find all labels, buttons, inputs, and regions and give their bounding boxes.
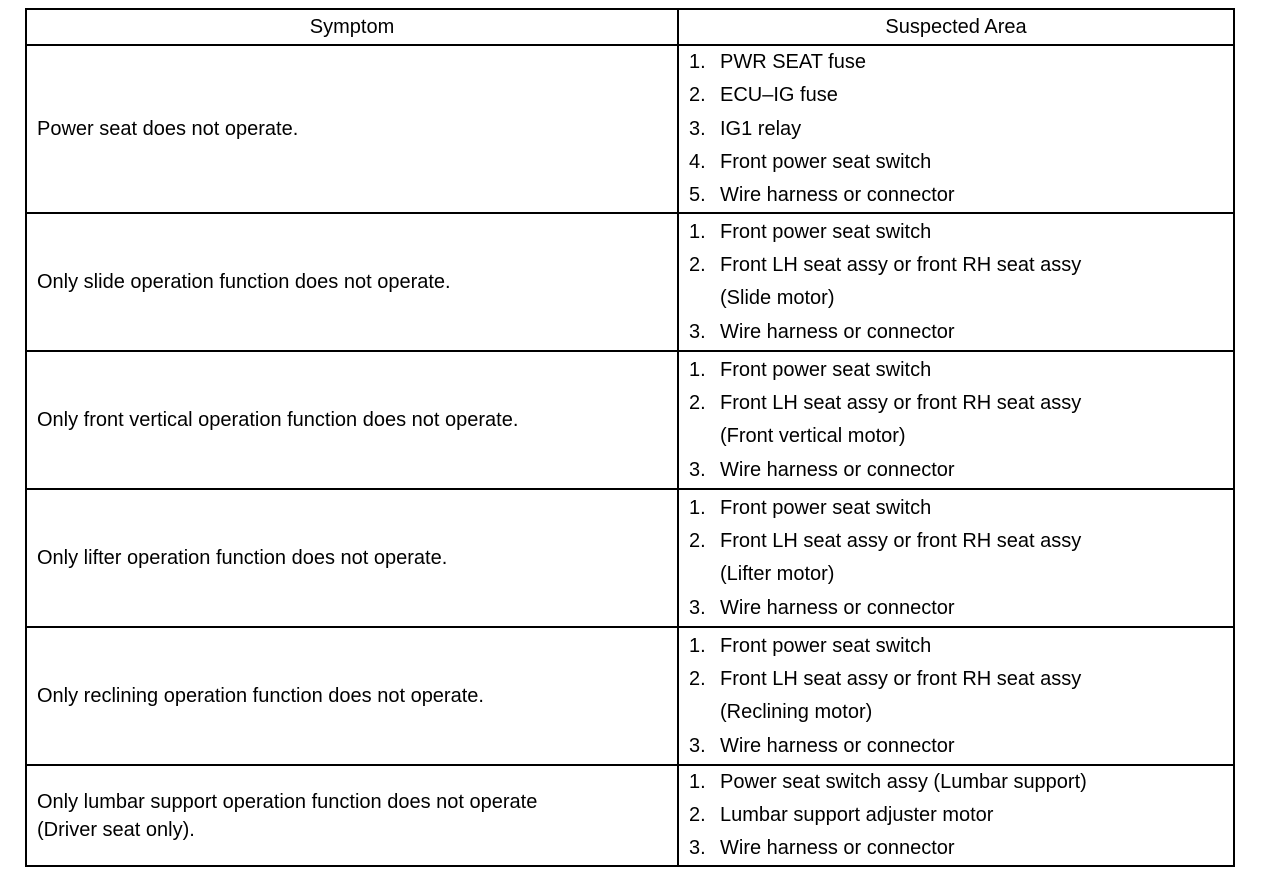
symptom-cell xyxy=(26,45,678,213)
symptom-cell xyxy=(26,351,678,489)
list-item xyxy=(689,663,1233,730)
item-text: Power seat switch assy (Lumbar support) xyxy=(720,771,1087,794)
item-number: 3. xyxy=(689,734,706,757)
symptom-text: Only reclining operation function does not operate. xyxy=(37,685,484,708)
suspected-area-cell xyxy=(678,627,1234,765)
suspected-area-cell xyxy=(678,765,1234,866)
item-number: 2. xyxy=(689,668,706,691)
item-number: 2. xyxy=(689,392,706,415)
list-item xyxy=(689,832,1233,865)
list-item xyxy=(689,454,1233,487)
item-text: Wire harness or connector xyxy=(720,837,955,860)
list-item xyxy=(689,46,1233,79)
list-item xyxy=(689,492,1233,525)
item-text: Front LH seat assy or front RH seat assy xyxy=(720,392,1082,415)
item-number: 3. xyxy=(689,320,706,343)
item-number: 1. xyxy=(689,358,706,381)
item-text: Front power seat switch xyxy=(720,634,932,657)
symptom-text: Power seat does not operate. xyxy=(37,118,299,141)
symptom-cell xyxy=(26,627,678,765)
item-number: 2. xyxy=(689,530,706,553)
item-number: 1. xyxy=(689,496,706,519)
item-number: 2. xyxy=(689,84,706,107)
list-item xyxy=(689,525,1233,592)
item-subtext: (Front vertical motor) xyxy=(720,425,906,448)
item-number: 2. xyxy=(689,254,706,277)
list-item xyxy=(689,387,1233,454)
symptom-cell xyxy=(26,213,678,351)
item-number: 1. xyxy=(689,220,706,243)
list-item xyxy=(689,630,1233,663)
item-number: 1. xyxy=(689,771,706,794)
header-suspected-area: Suspected Area xyxy=(678,9,1234,45)
symptom-text: Only front vertical operation function does not operate. xyxy=(37,409,519,432)
symptom-text: Only lifter operation function does not operate. xyxy=(37,547,448,570)
item-text: Front power seat switch xyxy=(720,220,932,243)
suspected-area-list xyxy=(689,766,1233,865)
symptom-text: Only slide operation function does not operate. xyxy=(37,271,451,294)
suspected-area-cell xyxy=(678,351,1234,489)
item-text: Lumbar support adjuster motor xyxy=(720,804,994,827)
table-row xyxy=(26,45,1234,213)
item-text: Wire harness or connector xyxy=(720,734,955,757)
item-text: Front LH seat assy or front RH seat assy xyxy=(720,254,1082,277)
suspected-area-list xyxy=(689,216,1233,349)
item-number: 3. xyxy=(689,837,706,860)
item-subtext: (Lifter motor) xyxy=(720,563,835,586)
symptom-text-line2: (Driver seat only). xyxy=(37,818,195,841)
item-text: PWR SEAT fuse xyxy=(720,51,866,73)
symptom-cell xyxy=(26,489,678,627)
suspected-area-list xyxy=(689,492,1233,625)
list-item xyxy=(689,249,1233,316)
item-text: Wire harness or connector xyxy=(720,320,955,343)
item-text: Front LH seat assy or front RH seat assy xyxy=(720,530,1082,553)
suspected-area-cell xyxy=(678,45,1234,213)
table-row xyxy=(26,627,1234,765)
item-text: Wire harness or connector xyxy=(720,184,955,207)
item-number: 1. xyxy=(689,634,706,657)
item-text: Wire harness or connector xyxy=(720,458,955,481)
troubleshooting-table xyxy=(25,8,1235,867)
table-row xyxy=(26,213,1234,351)
item-text: Front power seat switch xyxy=(720,496,932,519)
item-subtext: (Slide motor) xyxy=(720,287,835,310)
table-row xyxy=(26,351,1234,489)
list-item xyxy=(689,354,1233,387)
item-number: 3. xyxy=(689,117,706,140)
suspected-area-list xyxy=(689,354,1233,487)
suspected-area-list xyxy=(689,46,1233,212)
list-item xyxy=(689,766,1233,799)
item-text: Front LH seat assy or front RH seat assy xyxy=(720,668,1082,691)
item-subtext: (Reclining motor) xyxy=(720,701,873,724)
list-item xyxy=(689,799,1233,832)
suspected-area-cell xyxy=(678,213,1234,351)
item-text: Front power seat switch xyxy=(720,358,932,381)
symptom-text: Only lumbar support operation function does not operate xyxy=(37,790,538,813)
suspected-area-list xyxy=(689,630,1233,763)
item-number: 3. xyxy=(689,458,706,481)
suspected-area-cell xyxy=(678,489,1234,627)
list-item xyxy=(689,730,1233,763)
table-header-row xyxy=(26,9,1234,45)
table-row xyxy=(26,489,1234,627)
header-symptom: Symptom xyxy=(26,9,678,45)
item-number: 2. xyxy=(689,804,706,827)
list-item xyxy=(689,216,1233,249)
item-text: IG1 relay xyxy=(720,117,802,140)
table-row xyxy=(26,765,1234,866)
item-text: Wire harness or connector xyxy=(720,596,955,619)
list-item xyxy=(689,316,1233,349)
item-number: 4. xyxy=(689,150,706,173)
list-item xyxy=(689,146,1233,179)
item-text: Front power seat switch xyxy=(720,150,932,173)
item-number: 1. xyxy=(689,51,706,73)
symptom-cell xyxy=(26,765,678,866)
list-item xyxy=(689,179,1233,212)
list-item xyxy=(689,113,1233,146)
list-item xyxy=(689,79,1233,112)
item-number: 3. xyxy=(689,596,706,619)
item-number: 5. xyxy=(689,184,706,207)
item-text: ECU–IG fuse xyxy=(720,84,838,107)
list-item xyxy=(689,592,1233,625)
